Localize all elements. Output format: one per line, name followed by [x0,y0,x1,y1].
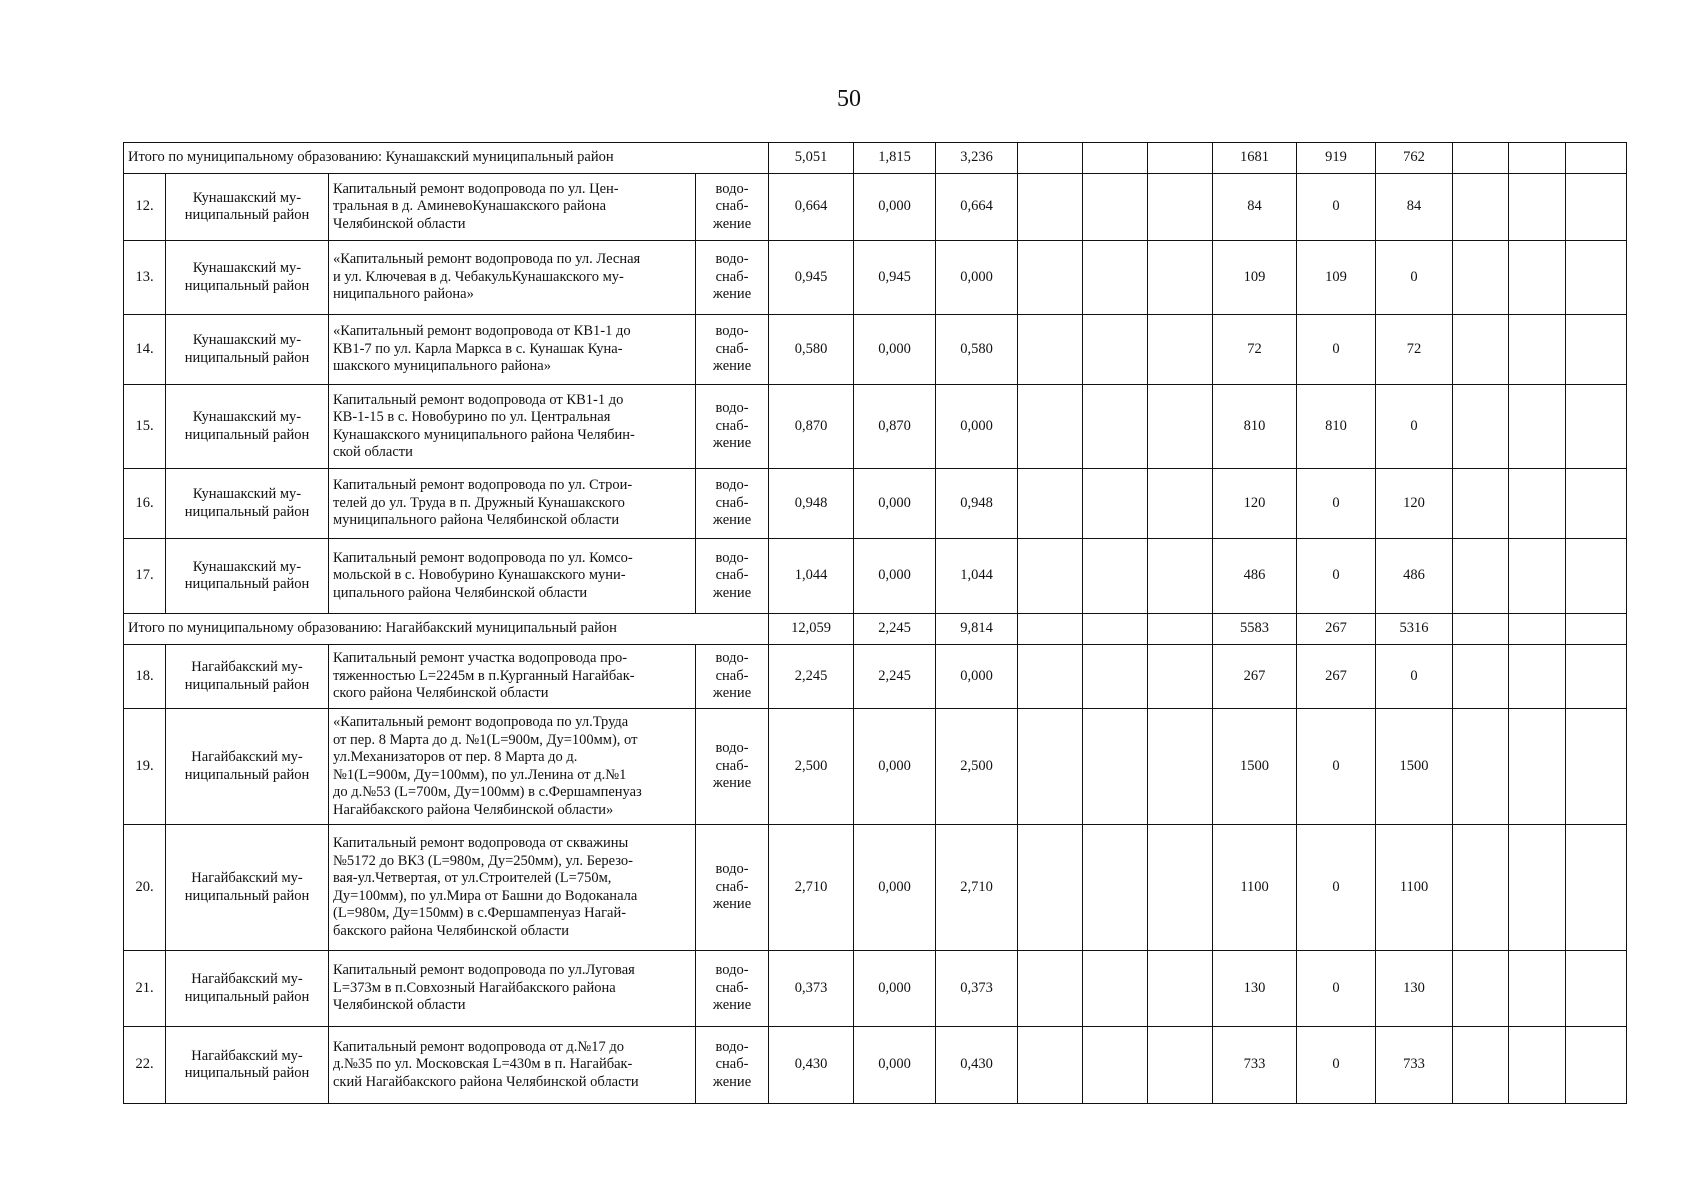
cell-v3: 2,710 [936,825,1018,951]
cell-type: водо- снаб- жение [696,825,769,951]
cell-district: Нагайбакский му- ниципальный район [166,1027,329,1104]
cell-c: 1100 [1376,825,1453,951]
table-row [124,174,1627,241]
cell-type: водо- снаб- жение [696,315,769,385]
cell-empty [1018,143,1083,174]
cell-description: Капитальный ремонт водопровода по ул. Строи- телей до ул. Труда в п. Дружный Кунашакского муниципального района Челябинской области [329,469,696,539]
cell-number: 21. [124,951,166,1027]
cell-description: Капитальный ремонт водопровода от скважины №5172 до ВК3 (L=980м, Ду=250мм), ул. Березо- вая-ул.Четвертая, от ул.Строителей (L=750м, Ду=100мм), по ул.Мира от Башни до Водоканала (L=980м, Ду=150мм) в с.Фершампенуаз Нагай- бакского района Челябинской области [329,825,696,951]
cell-v3: 3,236 [936,143,1018,174]
cell-empty [1509,645,1566,709]
cell-c: 762 [1376,143,1453,174]
cell-empty [1566,241,1627,315]
cell-v2: 1,815 [854,143,936,174]
cell-v3: 0,430 [936,1027,1018,1104]
cell-empty [1509,174,1566,241]
cell-a: 810 [1213,385,1297,469]
cell-empty [1018,469,1083,539]
cell-v2: 2,245 [854,614,936,645]
cell-empty [1083,539,1148,614]
cell-empty [1509,1027,1566,1104]
cell-description: Капитальный ремонт водопровода от д.№17 до д.№35 по ул. Московская L=430м в п. Нагайбак- ский Нагайбакского района Челябинской области [329,1027,696,1104]
cell-empty [1083,1027,1148,1104]
cell-v2: 0,000 [854,315,936,385]
cell-v3: 0,948 [936,469,1018,539]
cell-type: водо- снаб- жение [696,645,769,709]
cell-empty [1453,614,1509,645]
cell-description: Капитальный ремонт водопровода по ул. Цен- тральная в д. АминевоКунашакского района Челябинской области [329,174,696,241]
cell-description: Капитальный ремонт участка водопровода про- тяженностью L=2245м в п.Курганный Нагайбак- ского района Челябинской области [329,645,696,709]
cell-empty [1453,143,1509,174]
cell-empty [1566,645,1627,709]
cell-a: 130 [1213,951,1297,1027]
cell-c: 0 [1376,385,1453,469]
cell-v1: 0,430 [769,1027,854,1104]
cell-empty [1018,241,1083,315]
cell-number: 14. [124,315,166,385]
cell-empty [1453,174,1509,241]
cell-empty [1566,709,1627,825]
cell-empty [1453,241,1509,315]
cell-v1: 0,664 [769,174,854,241]
table-row [124,241,1627,315]
cell-description: Капитальный ремонт водопровода по ул.Луговая L=373м в п.Совхозный Нагайбакского района Челябинской области [329,951,696,1027]
cell-number: 19. [124,709,166,825]
cell-a: 109 [1213,241,1297,315]
cell-a: 1100 [1213,825,1297,951]
cell-empty [1148,825,1213,951]
cell-a: 733 [1213,1027,1297,1104]
cell-b: 0 [1297,1027,1376,1104]
cell-description: Капитальный ремонт водопровода по ул. Комсо- мольской в с. Новобурино Кунашакского муни- ципального района Челябинской области [329,539,696,614]
cell-v3: 0,664 [936,174,1018,241]
cell-empty [1083,469,1148,539]
cell-v2: 2,245 [854,645,936,709]
cell-v1: 5,051 [769,143,854,174]
cell-district: Нагайбакский му- ниципальный район [166,709,329,825]
cell-c: 72 [1376,315,1453,385]
cell-v1: 2,245 [769,645,854,709]
page-number: 50 [837,86,861,112]
cell-number: 20. [124,825,166,951]
cell-district: Кунашакский му- ниципальный район [166,174,329,241]
cell-c: 84 [1376,174,1453,241]
cell-empty [1509,469,1566,539]
cell-empty [1509,709,1566,825]
table-row [124,469,1627,539]
cell-empty [1566,614,1627,645]
cell-empty [1083,174,1148,241]
cell-number: 12. [124,174,166,241]
cell-a: 1681 [1213,143,1297,174]
cell-empty [1453,469,1509,539]
cell-v1: 0,948 [769,469,854,539]
cell-c: 0 [1376,645,1453,709]
cell-district: Кунашакский му- ниципальный район [166,315,329,385]
cell-v2: 0,000 [854,469,936,539]
cell-empty [1018,709,1083,825]
cell-v1: 0,580 [769,315,854,385]
cell-empty [1083,951,1148,1027]
cell-district: Нагайбакский му- ниципальный район [166,825,329,951]
table-row [124,385,1627,469]
cell-empty [1018,645,1083,709]
cell-empty [1148,174,1213,241]
cell-empty [1018,174,1083,241]
cell-empty [1566,951,1627,1027]
cell-type: водо- снаб- жение [696,1027,769,1104]
cell-v2: 0,000 [854,951,936,1027]
cell-v2: 0,945 [854,241,936,315]
cell-empty [1453,539,1509,614]
cell-district: Кунашакский му- ниципальный район [166,241,329,315]
cell-v3: 0,000 [936,241,1018,315]
table-row [124,825,1627,951]
cell-b: 0 [1297,709,1376,825]
cell-empty [1453,385,1509,469]
cell-b: 0 [1297,825,1376,951]
cell-description: «Капитальный ремонт водопровода по ул.Труда от пер. 8 Марта до д. №1(L=900м, Ду=100мм), от ул.Механизаторов от пер. 8 Марта до д. №1(L=900м, Ду=100мм), по ул.Ленина от д.№1 до д.№53 (L=700м, Ду=100мм) в с.Фершампенуаз Нагайбакского района Челябинской области» [329,709,696,825]
cell-b: 0 [1297,469,1376,539]
cell-v3: 1,044 [936,539,1018,614]
cell-empty [1509,385,1566,469]
cell-number: 17. [124,539,166,614]
total-label: Итого по муниципальному образованию: Кунашакский муниципальный район [124,143,769,174]
cell-district: Кунашакский му- ниципальный район [166,539,329,614]
cell-type: водо- снаб- жение [696,539,769,614]
cell-v1: 0,870 [769,385,854,469]
cell-v2: 0,000 [854,174,936,241]
cell-b: 0 [1297,539,1376,614]
cell-empty [1148,315,1213,385]
cell-empty [1083,614,1148,645]
cell-v3: 9,814 [936,614,1018,645]
table-row [124,709,1627,825]
cell-type: водо- снаб- жение [696,385,769,469]
table-row [124,1027,1627,1104]
cell-empty [1083,645,1148,709]
cell-v3: 0,000 [936,645,1018,709]
cell-v3: 2,500 [936,709,1018,825]
cell-v2: 0,000 [854,709,936,825]
cell-v3: 0,580 [936,315,1018,385]
cell-v3: 0,373 [936,951,1018,1027]
table-row [124,645,1627,709]
cell-empty [1566,315,1627,385]
cell-type: водо- снаб- жение [696,469,769,539]
cell-empty [1453,951,1509,1027]
cell-empty [1566,825,1627,951]
cell-b: 0 [1297,315,1376,385]
cell-empty [1509,614,1566,645]
cell-b: 109 [1297,241,1376,315]
cell-empty [1509,315,1566,385]
cell-number: 16. [124,469,166,539]
cell-empty [1566,143,1627,174]
program-table [123,142,1627,1104]
cell-empty [1083,825,1148,951]
cell-empty [1453,825,1509,951]
cell-empty [1018,1027,1083,1104]
cell-a: 72 [1213,315,1297,385]
cell-a: 84 [1213,174,1297,241]
cell-a: 486 [1213,539,1297,614]
cell-empty [1566,469,1627,539]
cell-empty [1509,241,1566,315]
cell-description: «Капитальный ремонт водопровода по ул. Лесная и ул. Ключевая в д. ЧебакульКунашакского му- ниципального района» [329,241,696,315]
cell-empty [1083,143,1148,174]
cell-empty [1083,315,1148,385]
cell-empty [1148,241,1213,315]
cell-description: «Капитальный ремонт водопровода от КВ1-1 до КВ1-7 по ул. Карла Маркса в с. Кунашак Куна- шакского муниципального района» [329,315,696,385]
cell-c: 733 [1376,1027,1453,1104]
cell-v2: 0,000 [854,1027,936,1104]
cell-empty [1148,1027,1213,1104]
cell-b: 0 [1297,951,1376,1027]
cell-c: 5316 [1376,614,1453,645]
table-row [124,539,1627,614]
cell-v1: 0,373 [769,951,854,1027]
table-row [124,143,1627,174]
cell-empty [1453,709,1509,825]
cell-type: водо- снаб- жение [696,174,769,241]
cell-b: 810 [1297,385,1376,469]
cell-v1: 12,059 [769,614,854,645]
cell-empty [1083,709,1148,825]
total-label: Итого по муниципальному образованию: Нагайбакский муниципальный район [124,614,769,645]
cell-empty [1018,385,1083,469]
cell-empty [1148,709,1213,825]
cell-empty [1148,645,1213,709]
cell-empty [1509,539,1566,614]
cell-a: 5583 [1213,614,1297,645]
cell-empty [1018,825,1083,951]
cell-type: водо- снаб- жение [696,951,769,1027]
cell-a: 1500 [1213,709,1297,825]
cell-empty [1083,385,1148,469]
cell-empty [1566,174,1627,241]
table-row [124,315,1627,385]
cell-empty [1566,385,1627,469]
cell-empty [1018,614,1083,645]
cell-empty [1148,614,1213,645]
cell-district: Нагайбакский му- ниципальный район [166,951,329,1027]
cell-empty [1148,385,1213,469]
cell-c: 1500 [1376,709,1453,825]
cell-empty [1453,645,1509,709]
cell-v2: 0,870 [854,385,936,469]
cell-empty [1566,539,1627,614]
cell-v1: 2,500 [769,709,854,825]
cell-v1: 1,044 [769,539,854,614]
cell-empty [1566,1027,1627,1104]
cell-number: 18. [124,645,166,709]
cell-c: 120 [1376,469,1453,539]
cell-b: 267 [1297,645,1376,709]
cell-empty [1148,469,1213,539]
cell-empty [1148,539,1213,614]
cell-c: 130 [1376,951,1453,1027]
cell-c: 0 [1376,241,1453,315]
cell-empty [1018,951,1083,1027]
table-row [124,614,1627,645]
cell-a: 267 [1213,645,1297,709]
cell-number: 15. [124,385,166,469]
cell-empty [1453,315,1509,385]
cell-empty [1148,143,1213,174]
cell-empty [1509,825,1566,951]
cell-empty [1453,1027,1509,1104]
cell-district: Кунашакский му- ниципальный район [166,385,329,469]
cell-v1: 2,710 [769,825,854,951]
cell-district: Нагайбакский му- ниципальный район [166,645,329,709]
cell-type: водо- снаб- жение [696,709,769,825]
cell-v3: 0,000 [936,385,1018,469]
cell-number: 22. [124,1027,166,1104]
cell-v2: 0,000 [854,825,936,951]
cell-a: 120 [1213,469,1297,539]
cell-v1: 0,945 [769,241,854,315]
cell-empty [1018,315,1083,385]
cell-v2: 0,000 [854,539,936,614]
cell-empty [1509,143,1566,174]
cell-c: 486 [1376,539,1453,614]
cell-district: Кунашакский му- ниципальный район [166,469,329,539]
cell-description: Капитальный ремонт водопровода от КВ1-1 до КВ-1-15 в с. Новобурино по ул. Центральная Кунашакского муниципального района Челябин- ской области [329,385,696,469]
cell-b: 919 [1297,143,1376,174]
cell-type: водо- снаб- жение [696,241,769,315]
cell-empty [1148,951,1213,1027]
cell-empty [1509,951,1566,1027]
table-row [124,951,1627,1027]
cell-empty [1018,539,1083,614]
cell-number: 13. [124,241,166,315]
cell-b: 0 [1297,174,1376,241]
cell-b: 267 [1297,614,1376,645]
cell-empty [1083,241,1148,315]
